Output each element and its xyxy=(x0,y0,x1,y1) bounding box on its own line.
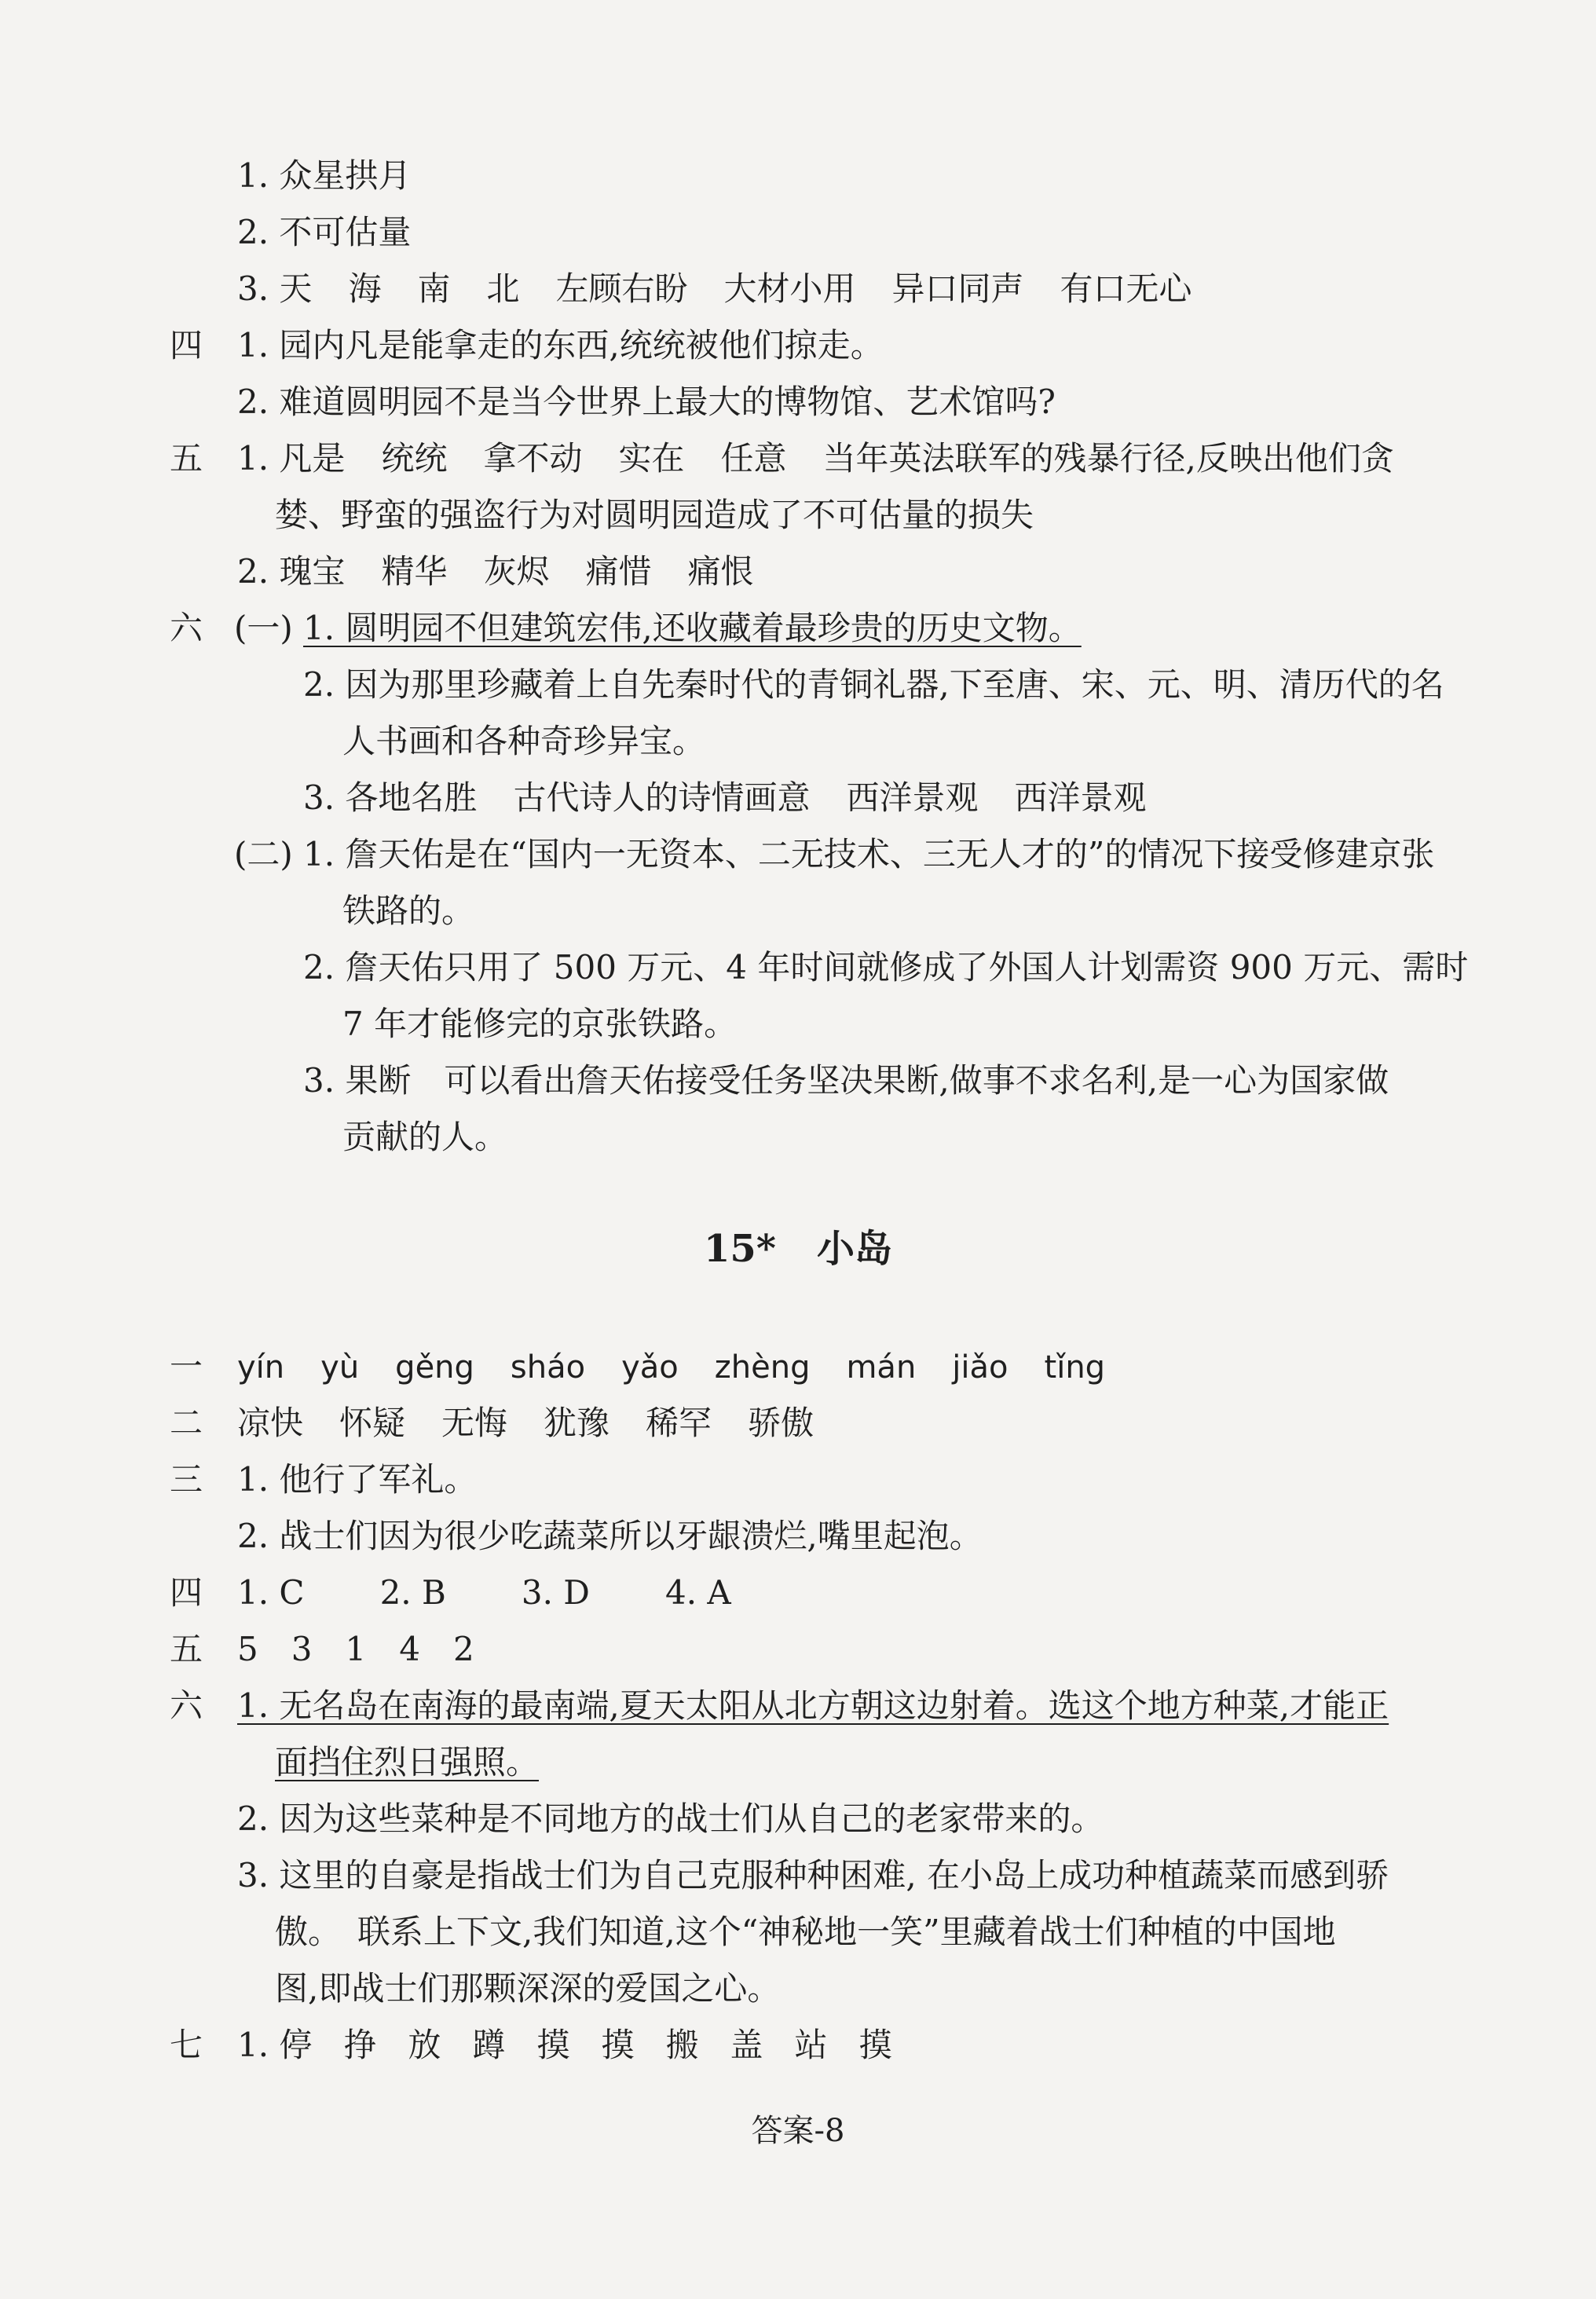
word: 任意 xyxy=(720,439,787,478)
subsection-marker: (二) xyxy=(234,835,293,873)
choice: 1. C xyxy=(237,1573,305,1612)
word: 摸 xyxy=(601,2026,635,2064)
section-marker: 五 xyxy=(170,1630,203,1668)
word: 南 xyxy=(417,269,451,308)
pinyin: mán xyxy=(846,1349,917,1386)
answer-line-words xyxy=(237,267,1192,311)
section-marker: 六 xyxy=(170,1686,203,1725)
word: 摸 xyxy=(536,2026,570,2064)
section-marker: 六 xyxy=(170,609,203,647)
lesson-number: 15* xyxy=(704,1227,776,1271)
word: 犹豫 xyxy=(544,1404,610,1442)
order-number: 2 xyxy=(452,1630,474,1668)
subsection-marker: (一) xyxy=(234,609,293,647)
answer-line: 2. 战士们因为很少吃蔬菜所以牙龈溃烂,嘴里起泡。 xyxy=(237,1517,983,1555)
word: 实在 xyxy=(618,439,685,478)
word: 痛惜 xyxy=(585,552,652,591)
answer-line: 傲。 联系上下文,我们知道,这个“神秘地一笑”里藏着战士们种植的中国地 xyxy=(275,1913,1336,1951)
answer-line: 1. 园内凡是能拿走的东西,统统被他们掠走。 xyxy=(237,326,884,364)
pinyin: yǎo xyxy=(621,1349,679,1386)
choice: 3. D xyxy=(521,1573,590,1612)
word: 无悔 xyxy=(441,1404,508,1442)
word: 摸 xyxy=(858,2026,892,2064)
answer-line-words xyxy=(237,2023,892,2067)
word: 海 xyxy=(348,269,382,308)
section-marker: 五 xyxy=(170,439,203,478)
word: 放 xyxy=(408,2026,441,2064)
order-number: 4 xyxy=(399,1630,420,1668)
word: 1. 停 xyxy=(237,2026,313,2064)
word: 骄傲 xyxy=(748,1404,814,1442)
word: 盖 xyxy=(730,2026,763,2064)
section-marker: 四 xyxy=(170,326,203,364)
answer-line: 3. 这里的自豪是指战士们为自己克服种种困难, 在小岛上成功种植蔬菜而感到骄 xyxy=(237,1856,1389,1894)
pinyin: sháo xyxy=(510,1349,586,1386)
word: 蹲 xyxy=(472,2026,506,2064)
page-number: 答案-8 xyxy=(751,2113,845,2149)
answer-line: 3. 果断 可以看出詹天佑接受任务坚决果断,做事不求名利,是一心为国家做 xyxy=(303,1061,1389,1100)
answer-line: 2. 因为那里珍藏着上自先秦时代的青铜礼器,下至唐、宋、元、明、清历代的名 xyxy=(303,665,1444,704)
word: 3. 各地名胜 xyxy=(303,778,478,817)
answer-line: 2. 不可估量 xyxy=(237,213,412,251)
word: 古代诗人的诗情画意 xyxy=(513,778,811,817)
word: 当年英法联军的残暴行径,反映出他们贪 xyxy=(822,439,1394,478)
word: 痛恨 xyxy=(687,552,754,591)
pinyin: tǐng xyxy=(1044,1349,1106,1386)
pinyin: gěng xyxy=(395,1349,474,1386)
answer-line: 1. 詹天佑是在“国内一无资本、二无技术、三无人才的”的情况下接受修建京张 xyxy=(303,835,1435,873)
answer-line: 人书画和各种奇珍异宝。 xyxy=(342,722,706,760)
word: 稀罕 xyxy=(646,1404,712,1442)
pinyin: jiǎo xyxy=(952,1349,1008,1386)
answer-line-words xyxy=(237,1401,814,1445)
word: 精华 xyxy=(381,552,448,591)
section-marker: 一 xyxy=(170,1347,203,1386)
word: 3. 天 xyxy=(237,269,313,308)
answer-line: 2. 詹天佑只用了 500 万元、4 年时间就修成了外国人计划需资 900 万元、需时 xyxy=(303,948,1469,987)
order-number: 1 xyxy=(345,1630,367,1668)
word: 挣 xyxy=(343,2026,377,2064)
word: 有口无心 xyxy=(1060,269,1192,308)
answer-line-words xyxy=(303,776,1146,820)
order-number: 5 xyxy=(237,1630,258,1668)
word: 北 xyxy=(486,269,520,308)
word: 西洋景观 xyxy=(846,778,979,817)
underlined-answer: 面挡住烈日强照。 xyxy=(275,1743,540,1781)
word: 左顾右盼 xyxy=(555,269,688,308)
lesson-title xyxy=(0,1225,1596,1272)
word: 1. 凡是 xyxy=(237,439,346,478)
pinyin: yín xyxy=(237,1349,285,1386)
section-marker: 二 xyxy=(170,1404,203,1442)
choice: 4. A xyxy=(664,1573,731,1612)
answer-line: 图,即战士们那颗深深的爱国之心。 xyxy=(275,1969,781,2008)
word: 西洋景观 xyxy=(1014,778,1147,817)
word: 搬 xyxy=(665,2026,699,2064)
underlined-answer: 1. 无名岛在南海的最南端,夏天太阳从北方朝这边射着。选这个地方种菜,才能正 xyxy=(237,1686,1389,1725)
section-marker: 四 xyxy=(170,1573,203,1612)
order-number: 3 xyxy=(291,1630,313,1668)
answer-line: 贡献的人。 xyxy=(342,1118,508,1156)
word: 灰烬 xyxy=(483,552,550,591)
underlined-answer: 1. 圆明园不但建筑宏伟,还收藏着最珍贵的历史文物。 xyxy=(303,609,1082,647)
word: 拿不动 xyxy=(483,439,583,478)
choice: 2. B xyxy=(379,1573,446,1612)
pinyin: yù xyxy=(320,1349,360,1386)
word: 怀疑 xyxy=(339,1404,406,1442)
answer-line-words xyxy=(237,550,754,594)
answer-line: 1. 众星拱月 xyxy=(237,156,412,195)
answer-line: 婪、野蛮的强盗行为对圆明园造成了不可估量的损失 xyxy=(275,496,1034,534)
word: 统统 xyxy=(381,439,448,478)
section-marker: 三 xyxy=(170,1460,203,1499)
answer-line: 铁路的。 xyxy=(342,891,475,930)
answer-line: 7 年才能修完的京张铁路。 xyxy=(342,1005,738,1043)
answer-line: 1. 他行了军礼。 xyxy=(237,1460,478,1499)
answer-line-words xyxy=(237,437,1394,481)
answer-line: 2. 因为这些菜种是不同地方的战士们从自己的老家带来的。 xyxy=(237,1799,1104,1838)
order-answers xyxy=(237,1627,474,1671)
pinyin-line xyxy=(237,1345,1105,1389)
word: 异口同声 xyxy=(891,269,1024,308)
answer-line: 2. 难道圆明园不是当今世界上最大的博物馆、艺术馆吗? xyxy=(237,383,1056,421)
section-marker: 七 xyxy=(170,2026,203,2064)
choice-answers xyxy=(237,1571,731,1615)
word: 凉快 xyxy=(237,1404,304,1442)
lesson-name: 小岛 xyxy=(816,1227,892,1271)
word: 2. 瑰宝 xyxy=(237,552,346,591)
word: 大材小用 xyxy=(723,269,856,308)
pinyin: zhèng xyxy=(714,1349,811,1386)
word: 站 xyxy=(794,2026,828,2064)
